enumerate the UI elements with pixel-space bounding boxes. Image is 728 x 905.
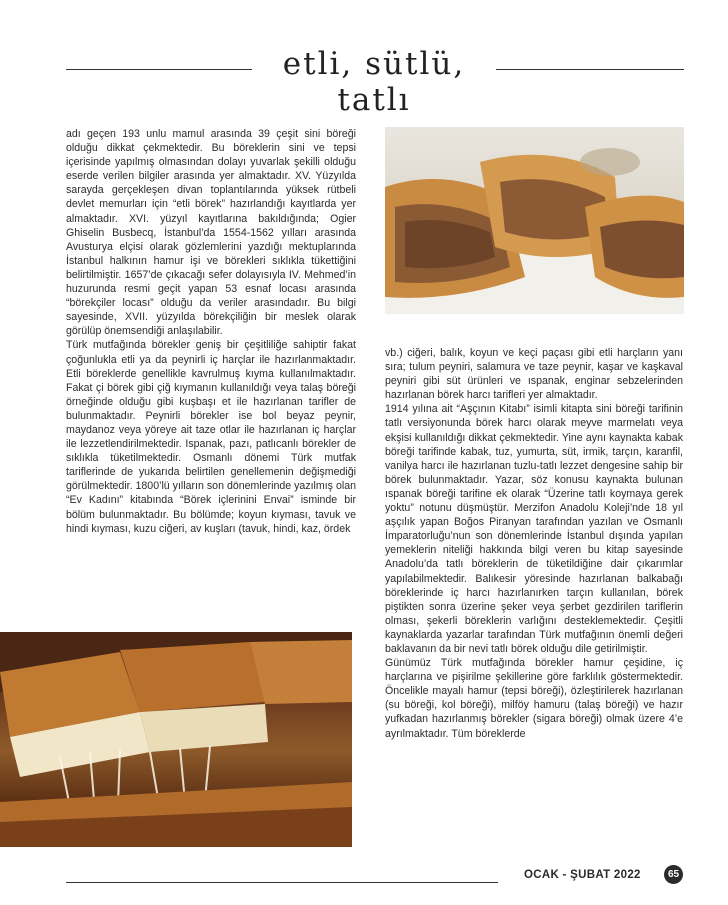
header-rule-right xyxy=(496,69,684,70)
paragraph: 1914 yılına ait “Aşçının Kitabı” isimli kitapta sini böreği tarifinin tatlı versiyonunda börek harcı olarak meyve marmelatı veya ekşisi kullanıldığı dikkat çekmektedir. Yine aynı kaynakta kabak böreği tarifinde kabak, tuz, yumurta, süt, irmik, tarçın, karanfil, vanilya harcı ile hazırlanan tuzlu-tatlı lezzet dengesine sahip bir börek bulunmaktadır. Yazar, söz konusu kaynakta bulunan ıspanak böreği tarifine ek olarak “Üzerine tatlı koymaya gerek yoktu” notunu düşmüştür. Merzifon Anadolu Koleji’nde 18 yıl aşçılık yapan Boğos Piranyan tarafından yazılan ve Osmanlı İmparatorluğu’nun son dönemlerinde İstanbul dışında yapılan yemeklerin niteliği hakkında bilgi veren bu kitap sayesinde Anadolu’da tatlı böreklerin de tüketildiğine dair çıkarımlar yapılabilmektedir. Balıkesir yöresinde hazırlanan balkabağı böreklerinde iç harcı hazırlanırken tarçın kullanılan, börek piştikten sonra üzerine şeker veya şerbet gezdirilen tariflerin olması, şekerli böreklerin varlığını desteklemektedir. Çeşitli kaynaklarda yazarlar tarafından Türk mutfağının önemli değeri baklavanın da bir nevi tatlı börek olduğu dile getirilmiştir. xyxy=(385,403,683,655)
paragraph: vb.) ciğeri, balık, koyun ve keçi paçası gibi etli harçların yanı sıra; tulum peyniri, salamura ve taze peynir, kaşar ve kaşkaval peyniri gibi süt ürünleri ve ıspanak, enginar sebzelerinden hazırlanan börek harcı tarifleri yer almaktadır. xyxy=(385,347,683,402)
article-column-right xyxy=(385,346,683,741)
meat-borek-photo xyxy=(385,127,684,314)
meat-borek-illustration xyxy=(385,127,684,314)
header-rule-left xyxy=(66,69,252,70)
cheese-borek-photo xyxy=(0,632,352,847)
cheese-borek-illustration xyxy=(0,632,352,847)
paragraph: adı geçen 193 unlu mamul arasında 39 çeşit sini böreği olduğu dikkat çekmektedir. Bu böreklerin sini ve tepsi içerisinde yapılmış olmasından dolayı yuvarlak şekilli olduğu eserde verilen bilgiler arasında yer almaktadır. XV. Yüzyılda sarayda gerçekleşen divan toplantılarında yüksek rütbeli devlet memurları için “etli börek” hazırlandığı kayıtlarda yer almaktadır. XVI. yüzyıl kayıtlarına bakıldığında; Ogier Ghiselin Busbecq, İstanbul’da 1554-1562 yılları arasında Avusturya elçisi olarak gözlemlerini yazdığı mektuplarında İstanbul halkının hamur işi ve börekleri sıklıkla tükettiğini belirtilmiştir. 1657’de çıkacağı sefer dolayısıyla IV. Mehmed’in huzurunda resmi geçit yapan 53 esnaf locası arasında “börekçiler locası” olduğu da veriler arasındadır. Bu bilgi sayesinde, XVII. yüzyılda börekçiliğin bir meslek olarak görülüp önemsendiği anlaşılabilir. xyxy=(66,128,356,338)
issue-label: OCAK - ŞUBAT 2022 xyxy=(524,869,641,881)
footer-rule xyxy=(66,882,498,883)
background-blur xyxy=(580,148,640,176)
section-title: etli, sütlü, tatlı xyxy=(282,46,466,118)
paragraph: Türk mutfağında börekler geniş bir çeşitliliğe sahiptir fakat çoğunlukla etli ya da peynirli iç harçlar ile hazırlanmaktadır. Etli böreklerde genellikle kavrulmuş kıyma kullanılmaktadır. Fakat çi börek gibi çiğ kıymanın kullanıldığı veya talaş böreği örneğinde olduğu gibi kuşbaşı et ile hazırlanan tarifler de bulunmaktadır. Peynirli börekler ise bol beyaz peynir, maydanoz veya yöreye ait taze otlar ile hazırlanan iç harçlar ile lezzetlendirilmektedir. Ispanak, pazı, patlıcanlı börekler de sıklıkla tüketilmektedir. Osmanlı dönemi Türk mutfak tariflerinde de yukarıda belirtilen genellemenin değişmediği görülmektedir. 1800’lü yılların son dönemlerinde yazılmış olan “Ev Kadını” kitabında “Börek içlerinini Envai” isminde bir bölüm bulunmaktadır. Bu bölümde; koyun kıyması, tavuk ve hindi kıyması, kuzu ciğeri, av kuşları (tavuk, hindi, kaz, ördek xyxy=(66,339,356,535)
page-number-badge: 65 xyxy=(664,865,683,884)
paragraph: Günümüz Türk mutfağında börekler hamur çeşidine, iç harçlarına ve pişirilme şekillerine göre farklılık göstermektedir. Öncelikle mayalı hamur (tepsi böreği), özleştirilerek hazırlanan (su böreği, kol böreği), milföy hamuru (talaş böreği) ve hazır yufkadan hazırlanmış börekler (sigara böreği) olmak üzere 4’e ayrılmaktadır. Tüm böreklerde xyxy=(385,657,683,740)
article-column-left xyxy=(66,127,356,536)
